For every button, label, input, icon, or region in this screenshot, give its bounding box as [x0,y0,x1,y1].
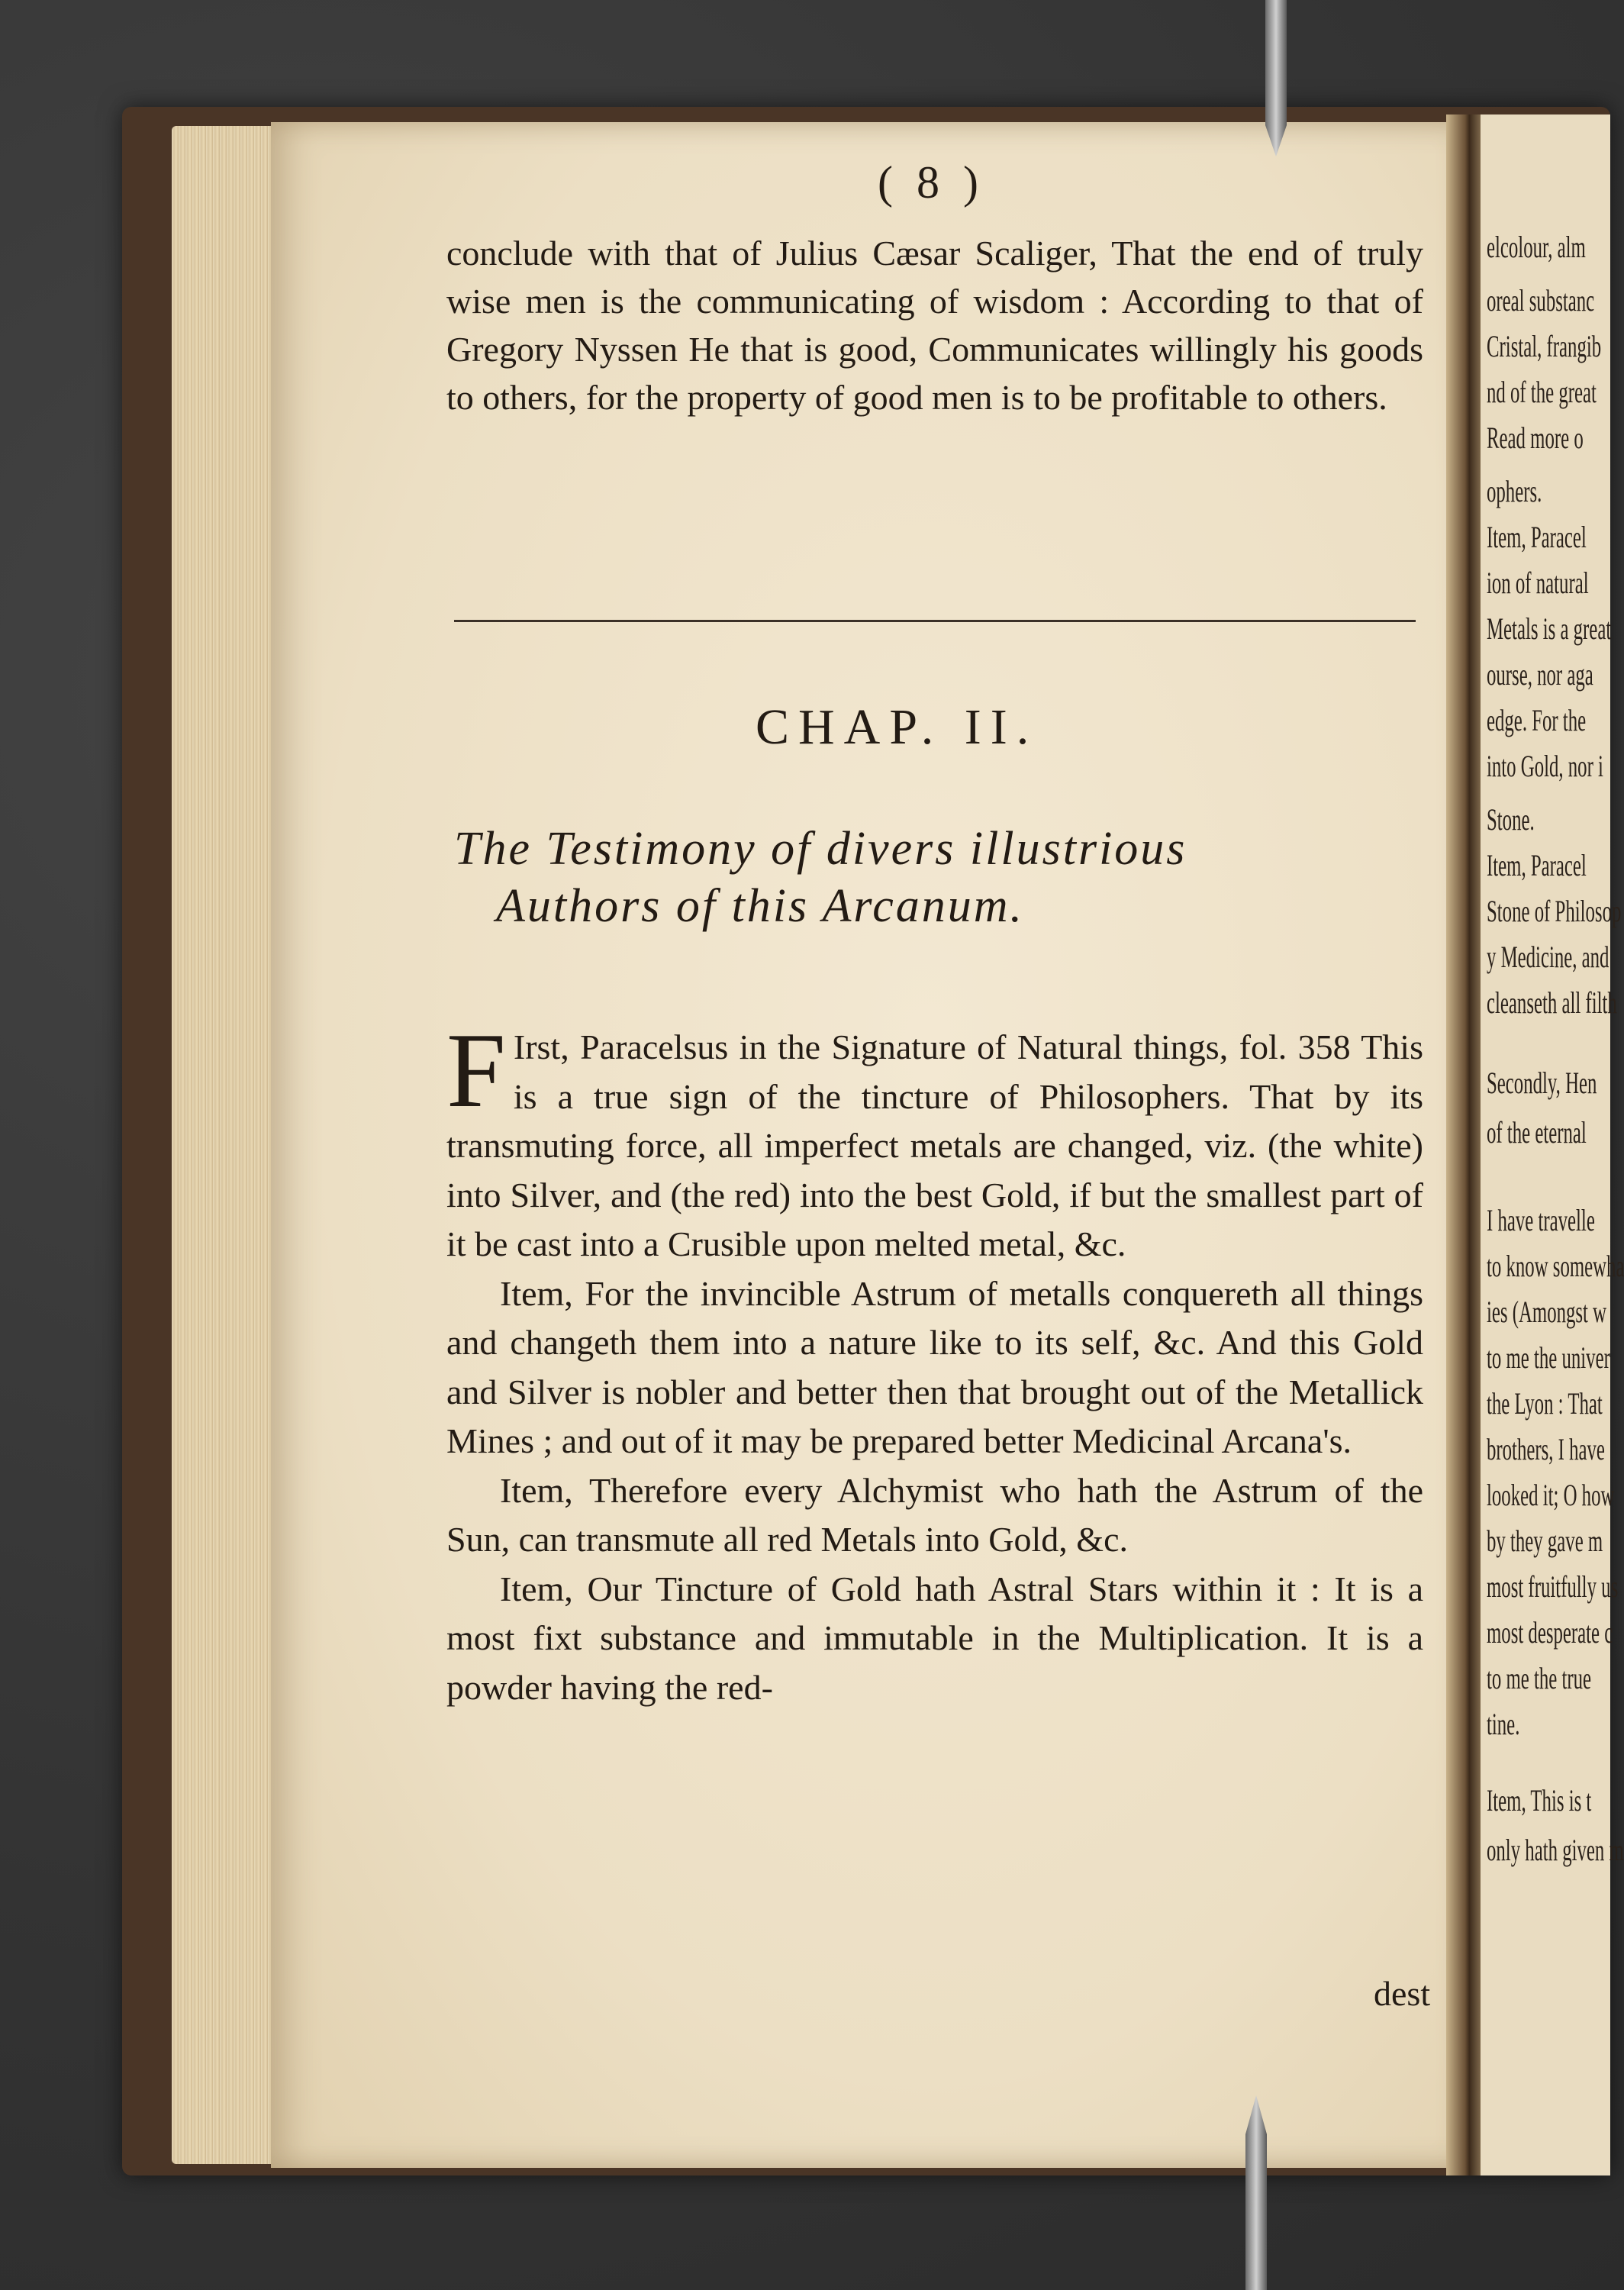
chapter-heading: CHAP. II. [756,699,1039,755]
chapter-title-line1: The Testimony of divers illustrious [454,823,1187,875]
facing-page-line: Item, Paracel [1487,848,1587,882]
chapter-title-line2: Authors of this Arcanum. [496,880,1025,932]
facing-page-line: ophers. [1487,474,1542,508]
facing-page-line: to me the true [1487,1661,1592,1695]
facing-page-line: looked it; O how [1487,1478,1615,1512]
facing-page-line: Stone. [1487,802,1535,837]
facing-page-line: most desperate c [1487,1615,1613,1650]
chapter-body [446,1011,1423,1712]
page-clip-top [1265,0,1287,156]
paragraph-3: Item, Therefore every Alchymist who hath the Astrum of the Sun, can transmute all red Metals into Gold, &c. [446,1470,1423,1559]
facing-page [1481,114,1624,2176]
paragraph-1 [446,1011,1423,1269]
facing-page-line: y Medicine, and [1487,940,1610,974]
facing-page-line: to me the univer [1487,1340,1610,1375]
facing-page-line: nd of the great [1487,375,1597,409]
facing-page-line: by they gave m [1487,1524,1603,1558]
facing-page-line: Metals is a great [1487,611,1612,646]
facing-page-line: of the eternal [1487,1115,1587,1150]
facing-page-line: elcolour, alm [1487,230,1586,264]
facing-page-line: ies (Amongst w [1487,1295,1607,1329]
section-rule [454,620,1416,622]
facing-page-line: only hath given m [1487,1833,1624,1867]
facing-page-line: brothers, I have [1487,1432,1605,1466]
catchword: dest [1374,1974,1431,2013]
facing-page-line: Stone of Philosop [1487,894,1622,928]
paragraph-2: Item, For the invincible Astrum of metalls conquereth all things and changeth them into a nature like to its self, &c. And this Gold and Silver is nobler and better then that brought out of the Metallick Mines ; and out of it may be prepared better Medicinal Arcana's. [446,1273,1423,1460]
facing-page-line: ourse, nor aga [1487,657,1593,692]
facing-page-line: Item, Paracel [1487,520,1587,554]
facing-page-line: Cristal, frangib [1487,329,1602,363]
facing-page-line: oreal substanc [1487,283,1595,318]
facing-page-line: to know somewha [1487,1249,1624,1283]
page-edges [172,126,286,2164]
facing-page-line: I have travelle [1487,1203,1595,1237]
facing-page-line: Item, This is t [1487,1783,1592,1817]
facing-page-line: ion of natural [1487,566,1589,600]
facing-page-line: Secondly, Hen [1487,1066,1597,1100]
chapter-title [454,821,1423,935]
page-clip-bottom [1245,2095,1267,2290]
intro-paragraph: conclude with that of Julius Cæsar Scaliger, That the end of truly wise men is the communicating of wisdom : According to that of Gregory Nyssen He that is good, Communicates willingly his goods to others, for the property of good men is to be profitable to others. [446,234,1423,417]
facing-page-line: tine. [1487,1707,1520,1741]
drop-cap: F [446,1011,506,1130]
facing-page-line: edge. For the [1487,703,1587,737]
facing-page-line: cleanseth all filth [1487,985,1617,1020]
paragraph-4: Item, Our Tincture of Gold hath Astral Stars within it : It is a most fixt substance and immutable in the Multiplication. It is a powder having the red- [446,1569,1423,1707]
page-number: ( 8 ) [878,157,984,208]
paragraph-1-text: Irst, Paracelsus in the Signature of Natural things, fol. 358 This is a true sign of the tincture of Philosophers. That by its transmuting force, all imperfect metals are changed, viz. (the white) into Silver, and (the red) into the best Gold, if but the smallest part of it be cast into a Crusible upon melted metal, &c. [446,1027,1423,1263]
facing-page-line: Read more o [1487,421,1584,455]
facing-page-line: into Gold, nor i [1487,749,1603,783]
facing-page-line: most fruitfully us [1487,1569,1619,1604]
facing-page-line: the Lyon : That [1487,1386,1603,1421]
